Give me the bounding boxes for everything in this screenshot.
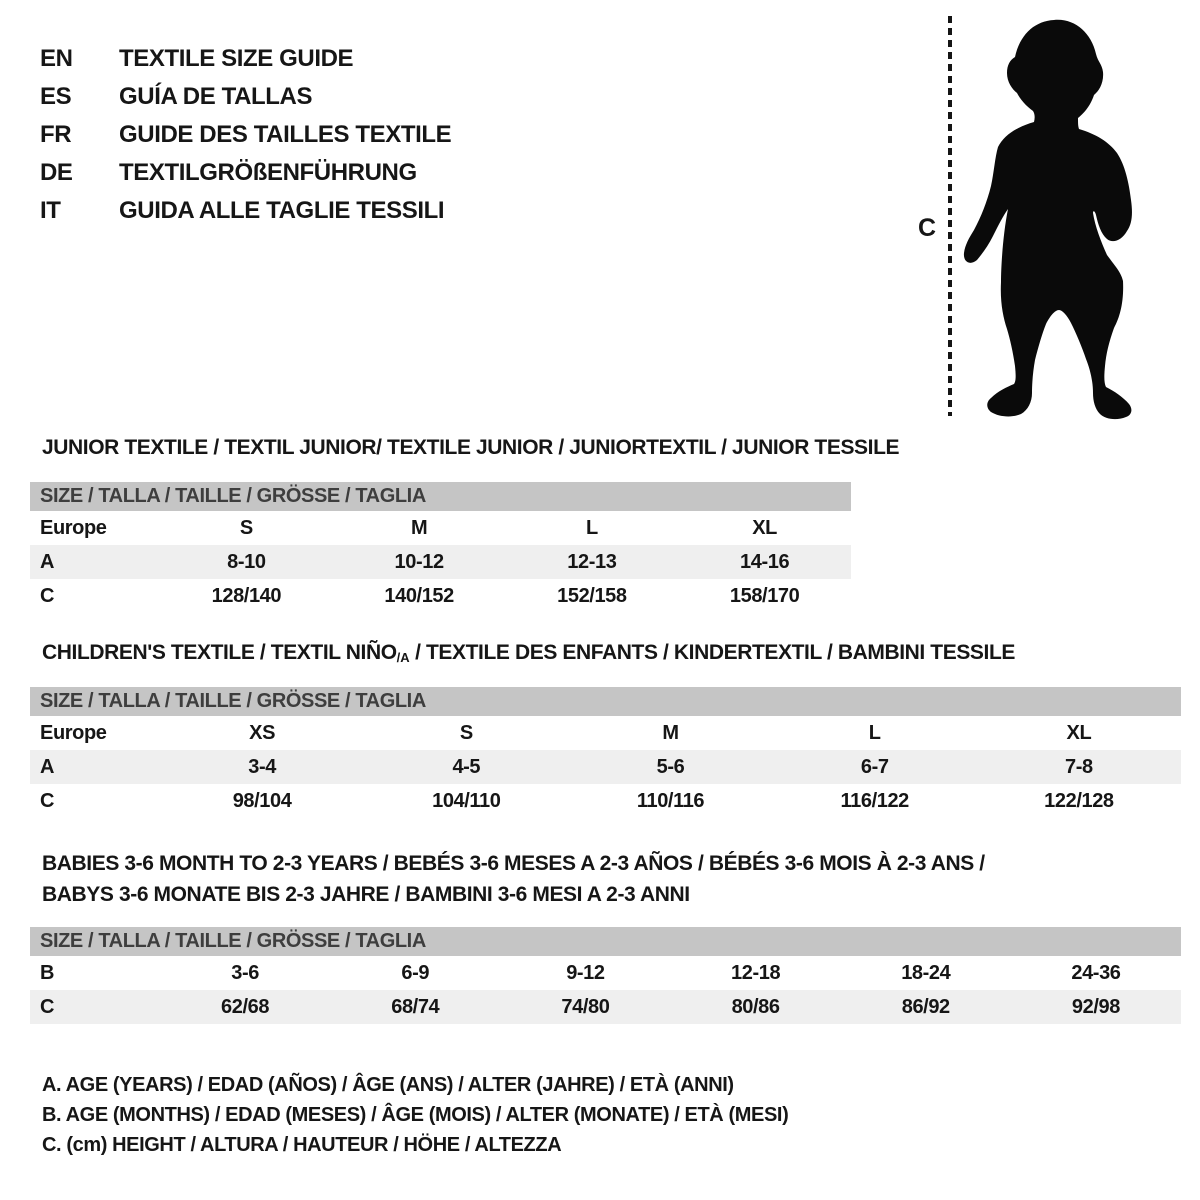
- table-cell: 5-6: [656, 756, 685, 778]
- table-cell: 152/158: [557, 585, 627, 607]
- size-table-babies-textile: [30, 927, 1181, 1024]
- row-label: Europe: [40, 517, 107, 539]
- language-row-es: [40, 78, 451, 116]
- table-cell: S: [459, 722, 473, 744]
- table-cell: 18-24: [901, 962, 951, 984]
- guide-title-en: TEXTILE SIZE GUIDE: [119, 45, 354, 72]
- language-row-fr: [40, 116, 451, 154]
- table-row-europe: [30, 716, 1181, 750]
- row-label: B: [40, 962, 55, 984]
- guide-title-de: TEXTILGRÖßENFÜHRUNG: [119, 159, 417, 186]
- table-cell: 7-8: [1065, 756, 1093, 778]
- row-label: Europe: [40, 722, 107, 744]
- language-code: DE: [40, 159, 73, 186]
- title-text: CHILDREN'S TEXTILE / TEXTIL NIÑO: [42, 641, 397, 664]
- language-row-de: [40, 154, 451, 192]
- table-cell: XS: [249, 722, 276, 744]
- size-table-childrens-textile: [30, 687, 1181, 818]
- table-cell: 8-10: [227, 551, 266, 573]
- guide-title-fr: GUIDE DES TAILLES TEXTILE: [119, 121, 452, 148]
- table-cell: 12-18: [731, 962, 781, 984]
- table-cell: 4-5: [452, 756, 481, 778]
- table-cell: 14-16: [740, 551, 790, 573]
- table-cell: 24-36: [1071, 962, 1121, 984]
- legend: [42, 1070, 788, 1160]
- table-cell: L: [868, 722, 881, 744]
- table-cell: 116/122: [840, 790, 909, 812]
- language-code: IT: [40, 197, 61, 224]
- section-title-line: [42, 852, 1181, 883]
- language-row-en: [40, 40, 451, 78]
- table-cell: XL: [752, 517, 777, 539]
- table-row-c: [30, 990, 1181, 1024]
- row-label: C: [40, 790, 55, 812]
- table-row-a: [30, 545, 851, 579]
- table-cell: 3-6: [231, 962, 259, 984]
- size-table-header: SIZE / TALLA / TAILLE / GRÖSSE / TAGLIA: [30, 927, 1181, 956]
- section-title-line: [42, 883, 1181, 914]
- section-babies-textile: [30, 852, 1181, 1018]
- guide-title-it: GUIDA ALLE TAGLIE TESSILI: [119, 197, 445, 224]
- table-cell: 3-4: [248, 756, 276, 778]
- table-cell: 80/86: [731, 996, 780, 1018]
- language-title-list: [40, 40, 451, 230]
- size-table-junior-textile: [30, 482, 851, 613]
- table-cell: 68/74: [391, 996, 440, 1018]
- table-cell: 62/68: [221, 996, 270, 1018]
- table-cell: 9-12: [566, 962, 605, 984]
- table-row-europe: [30, 511, 851, 545]
- language-code: ES: [40, 83, 72, 110]
- size-table-header: SIZE / TALLA / TAILLE / GRÖSSE / TAGLIA: [30, 687, 1181, 716]
- table-cell: 158/170: [729, 585, 800, 607]
- title-text: / TEXTILE DES ENFANTS / KINDERTEXTIL / BAMBINI TESSILE: [409, 641, 1016, 664]
- language-code: FR: [40, 121, 72, 148]
- table-cell: 74/80: [561, 996, 610, 1018]
- title-text: BABYS 3-6 MONATE BIS 2-3 JAHRE / BAMBINI 3-6 MESI A 2-3 ANNI: [42, 883, 690, 906]
- guide-title-es: GUÍA DE TALLAS: [119, 83, 313, 110]
- section-childrens-textile: [30, 641, 1181, 812]
- table-cell: L: [585, 517, 598, 539]
- height-measure-label: C: [918, 214, 936, 242]
- section-title-babies-textile: [30, 852, 1181, 914]
- legend-line-c: C. (cm) HEIGHT / ALTURA / HAUTEUR / HÖHE / ALTEZZA: [42, 1134, 562, 1156]
- section-title-junior-textile: [30, 436, 900, 467]
- height-measure-dashed-line: [946, 16, 954, 416]
- row-label: A: [40, 551, 55, 573]
- table-cell: 12-13: [567, 551, 617, 573]
- legend-line-a: A. AGE (YEARS) / EDAD (AÑOS) / ÂGE (ANS) / ALTER (JAHRE) / ETÀ (ANNI): [42, 1074, 734, 1096]
- table-cell: 104/110: [432, 790, 501, 812]
- section-junior-textile: [30, 436, 900, 607]
- language-code: EN: [40, 45, 73, 72]
- title-text: JUNIOR TEXTILE / TEXTIL JUNIOR/ TEXTILE JUNIOR / JUNIORTEXTIL / JUNIOR TESSILE: [42, 436, 900, 459]
- size-table-header: SIZE / TALLA / TAILLE / GRÖSSE / TAGLIA: [30, 482, 851, 511]
- table-cell: 140/152: [384, 585, 454, 607]
- section-title-line: [42, 641, 1181, 672]
- table-cell: 122/128: [1044, 790, 1114, 812]
- row-label: C: [40, 585, 55, 607]
- title-text: BABIES 3-6 MONTH TO 2-3 YEARS / BEBÉS 3-6 MESES A 2-3 AÑOS / BÉBÉS 3-6 MOIS À 2-3 ANS /: [42, 852, 985, 875]
- section-title-childrens-textile: [30, 641, 1181, 672]
- table-row-a: [30, 750, 1181, 784]
- table-cell: 128/140: [211, 585, 282, 607]
- table-cell: S: [239, 517, 253, 539]
- table-cell: 92/98: [1071, 996, 1120, 1018]
- baby-silhouette-icon: [955, 14, 1165, 426]
- table-cell: 6-7: [860, 756, 889, 778]
- table-cell: 10-12: [394, 551, 444, 573]
- table-cell: XL: [1066, 722, 1092, 744]
- table-cell: 86/92: [901, 996, 950, 1018]
- language-row-it: [40, 192, 451, 230]
- row-label: A: [40, 756, 55, 778]
- table-row-c: [30, 784, 1181, 818]
- table-row-c: [30, 579, 851, 613]
- table-cell: 6-9: [401, 962, 430, 984]
- table-cell: M: [410, 517, 428, 539]
- section-title-line: [42, 436, 900, 467]
- table-row-b: [30, 956, 1181, 990]
- table-cell: M: [662, 722, 679, 744]
- row-label: C: [40, 996, 55, 1018]
- table-cell: 98/104: [232, 790, 292, 812]
- table-cell: 110/116: [636, 790, 705, 812]
- legend-line-b: B. AGE (MONTHS) / EDAD (MESES) / ÂGE (MOIS) / ALTER (MONATE) / ETÀ (MESI): [42, 1104, 789, 1126]
- title-subscript: /A: [396, 650, 410, 665]
